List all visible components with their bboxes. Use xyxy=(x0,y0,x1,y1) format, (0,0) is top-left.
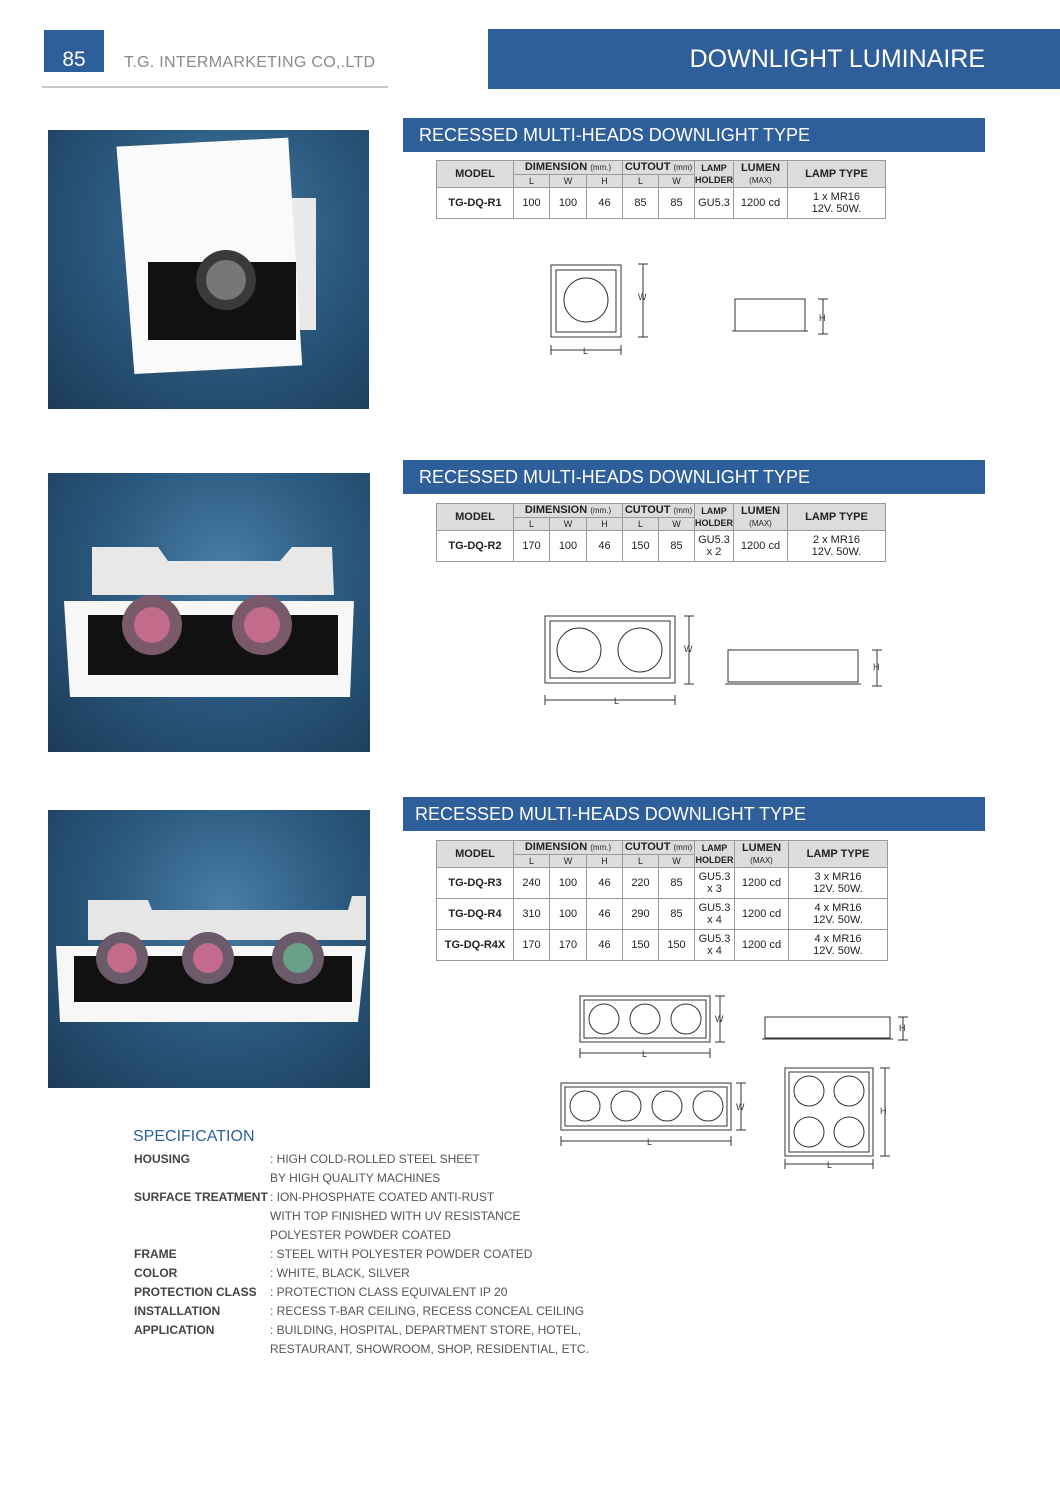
col-model: MODEL xyxy=(437,161,514,188)
section-title-r3: RECESSED MULTI-HEADS DOWNLIGHT TYPE xyxy=(403,797,985,831)
sub-cut-l: L xyxy=(623,855,659,868)
dim-label-l: L xyxy=(583,346,589,356)
col-model: MODEL xyxy=(437,504,514,531)
drawing-r3-side xyxy=(762,1017,908,1040)
table-row: TG-DQ-R4X 170 170 46 150 150 GU5.3 x 4 1200 cd 4 x MR16 12V. 50W. xyxy=(437,930,888,961)
sub-cut-w: W xyxy=(659,175,695,188)
col-cutout: CUTOUT (mm) xyxy=(623,841,695,855)
drawing-r1-side xyxy=(732,299,828,334)
col-lumen: LUMEN (MAX) xyxy=(735,841,789,868)
sub-cut-l: L xyxy=(623,518,659,531)
table-row: TG-DQ-R1 100 100 46 85 85 GU5.3 1200 cd 1 x MR16 12V. 50W. xyxy=(437,188,886,219)
col-lumen: LUMEN (MAX) xyxy=(734,504,788,531)
table-row: TG-DQ-R3 240 100 46 220 85 GU5.3 x 3 1200 cd 3 x MR16 12V. 50W. xyxy=(437,868,888,899)
table-row: TG-DQ-R4 310 100 46 290 85 GU5.3 x 4 1200 cd 4 x MR16 12V. 50W. xyxy=(437,899,888,930)
col-lamp-type: LAMP TYPE xyxy=(788,504,886,531)
dim-label-h: H xyxy=(899,1023,906,1033)
sub-dim-h: H xyxy=(587,518,623,531)
drawing-r2-front xyxy=(545,616,694,706)
dim-label-h: H xyxy=(880,1106,887,1116)
col-lamp-type: LAMP TYPE xyxy=(788,161,886,188)
col-dimension: DIMENSION (mm.) xyxy=(514,161,623,175)
specification-title: SPECIFICATION xyxy=(133,1128,255,1145)
company-name: T.G. INTERMARKETING CO,.LTD xyxy=(124,54,376,71)
col-lumen: LUMEN (MAX) xyxy=(734,161,788,188)
sub-cut-w: W xyxy=(659,855,695,868)
col-model: MODEL xyxy=(437,841,514,868)
drawing-r4-front xyxy=(561,1083,746,1147)
page-number: 85 xyxy=(44,30,104,72)
col-dimension: DIMENSION (mm.) xyxy=(514,504,623,518)
sub-dim-w: W xyxy=(550,855,587,868)
sub-cut-l: L xyxy=(623,175,659,188)
drawing-r2-side xyxy=(725,650,882,686)
section-title-r1: RECESSED MULTI-HEADS DOWNLIGHT TYPE xyxy=(403,118,985,152)
sub-dim-w: W xyxy=(550,175,587,188)
col-cutout: CUTOUT (mm) xyxy=(623,161,695,175)
col-lamp-holder: LAMP HOLDER xyxy=(695,841,735,868)
col-dimension: DIMENSION (mm.) xyxy=(514,841,623,855)
col-lamp-holder: LAMP HOLDER xyxy=(695,161,734,188)
dim-label-w: W xyxy=(638,292,647,302)
section-title-r2: RECESSED MULTI-HEADS DOWNLIGHT TYPE xyxy=(403,460,985,494)
sub-dim-l: L xyxy=(514,518,550,531)
drawing-r1-front xyxy=(551,264,648,356)
dim-label-w: W xyxy=(736,1102,745,1112)
sub-dim-l: L xyxy=(514,175,550,188)
sub-dim-w: W xyxy=(550,518,587,531)
dim-label-l: L xyxy=(614,696,620,706)
col-lamp-type: LAMP TYPE xyxy=(789,841,888,868)
dim-label-w: W xyxy=(684,644,693,654)
dim-label-l: L xyxy=(642,1049,648,1059)
dim-label-h: H xyxy=(873,662,880,672)
sub-dim-l: L xyxy=(514,855,550,868)
drawing-r3-front xyxy=(580,996,725,1059)
drawing-r4x-front xyxy=(785,1068,890,1170)
col-lamp-holder: LAMP HOLDER xyxy=(695,504,734,531)
dim-label-h: H xyxy=(819,313,826,323)
table-row: TG-DQ-R2 170 100 46 150 85 GU5.3 x 2 1200 cd 2 x MR16 12V. 50W. xyxy=(437,531,886,562)
sub-dim-h: H xyxy=(587,175,623,188)
sub-cut-w: W xyxy=(659,518,695,531)
dim-label-l: L xyxy=(827,1160,833,1170)
page-title: DOWNLIGHT LUMINAIRE xyxy=(488,29,1060,89)
dim-label-w: W xyxy=(715,1014,724,1024)
sub-dim-h: H xyxy=(587,855,623,868)
col-cutout: CUTOUT (mm) xyxy=(623,504,695,518)
dim-label-l: L xyxy=(647,1137,653,1147)
